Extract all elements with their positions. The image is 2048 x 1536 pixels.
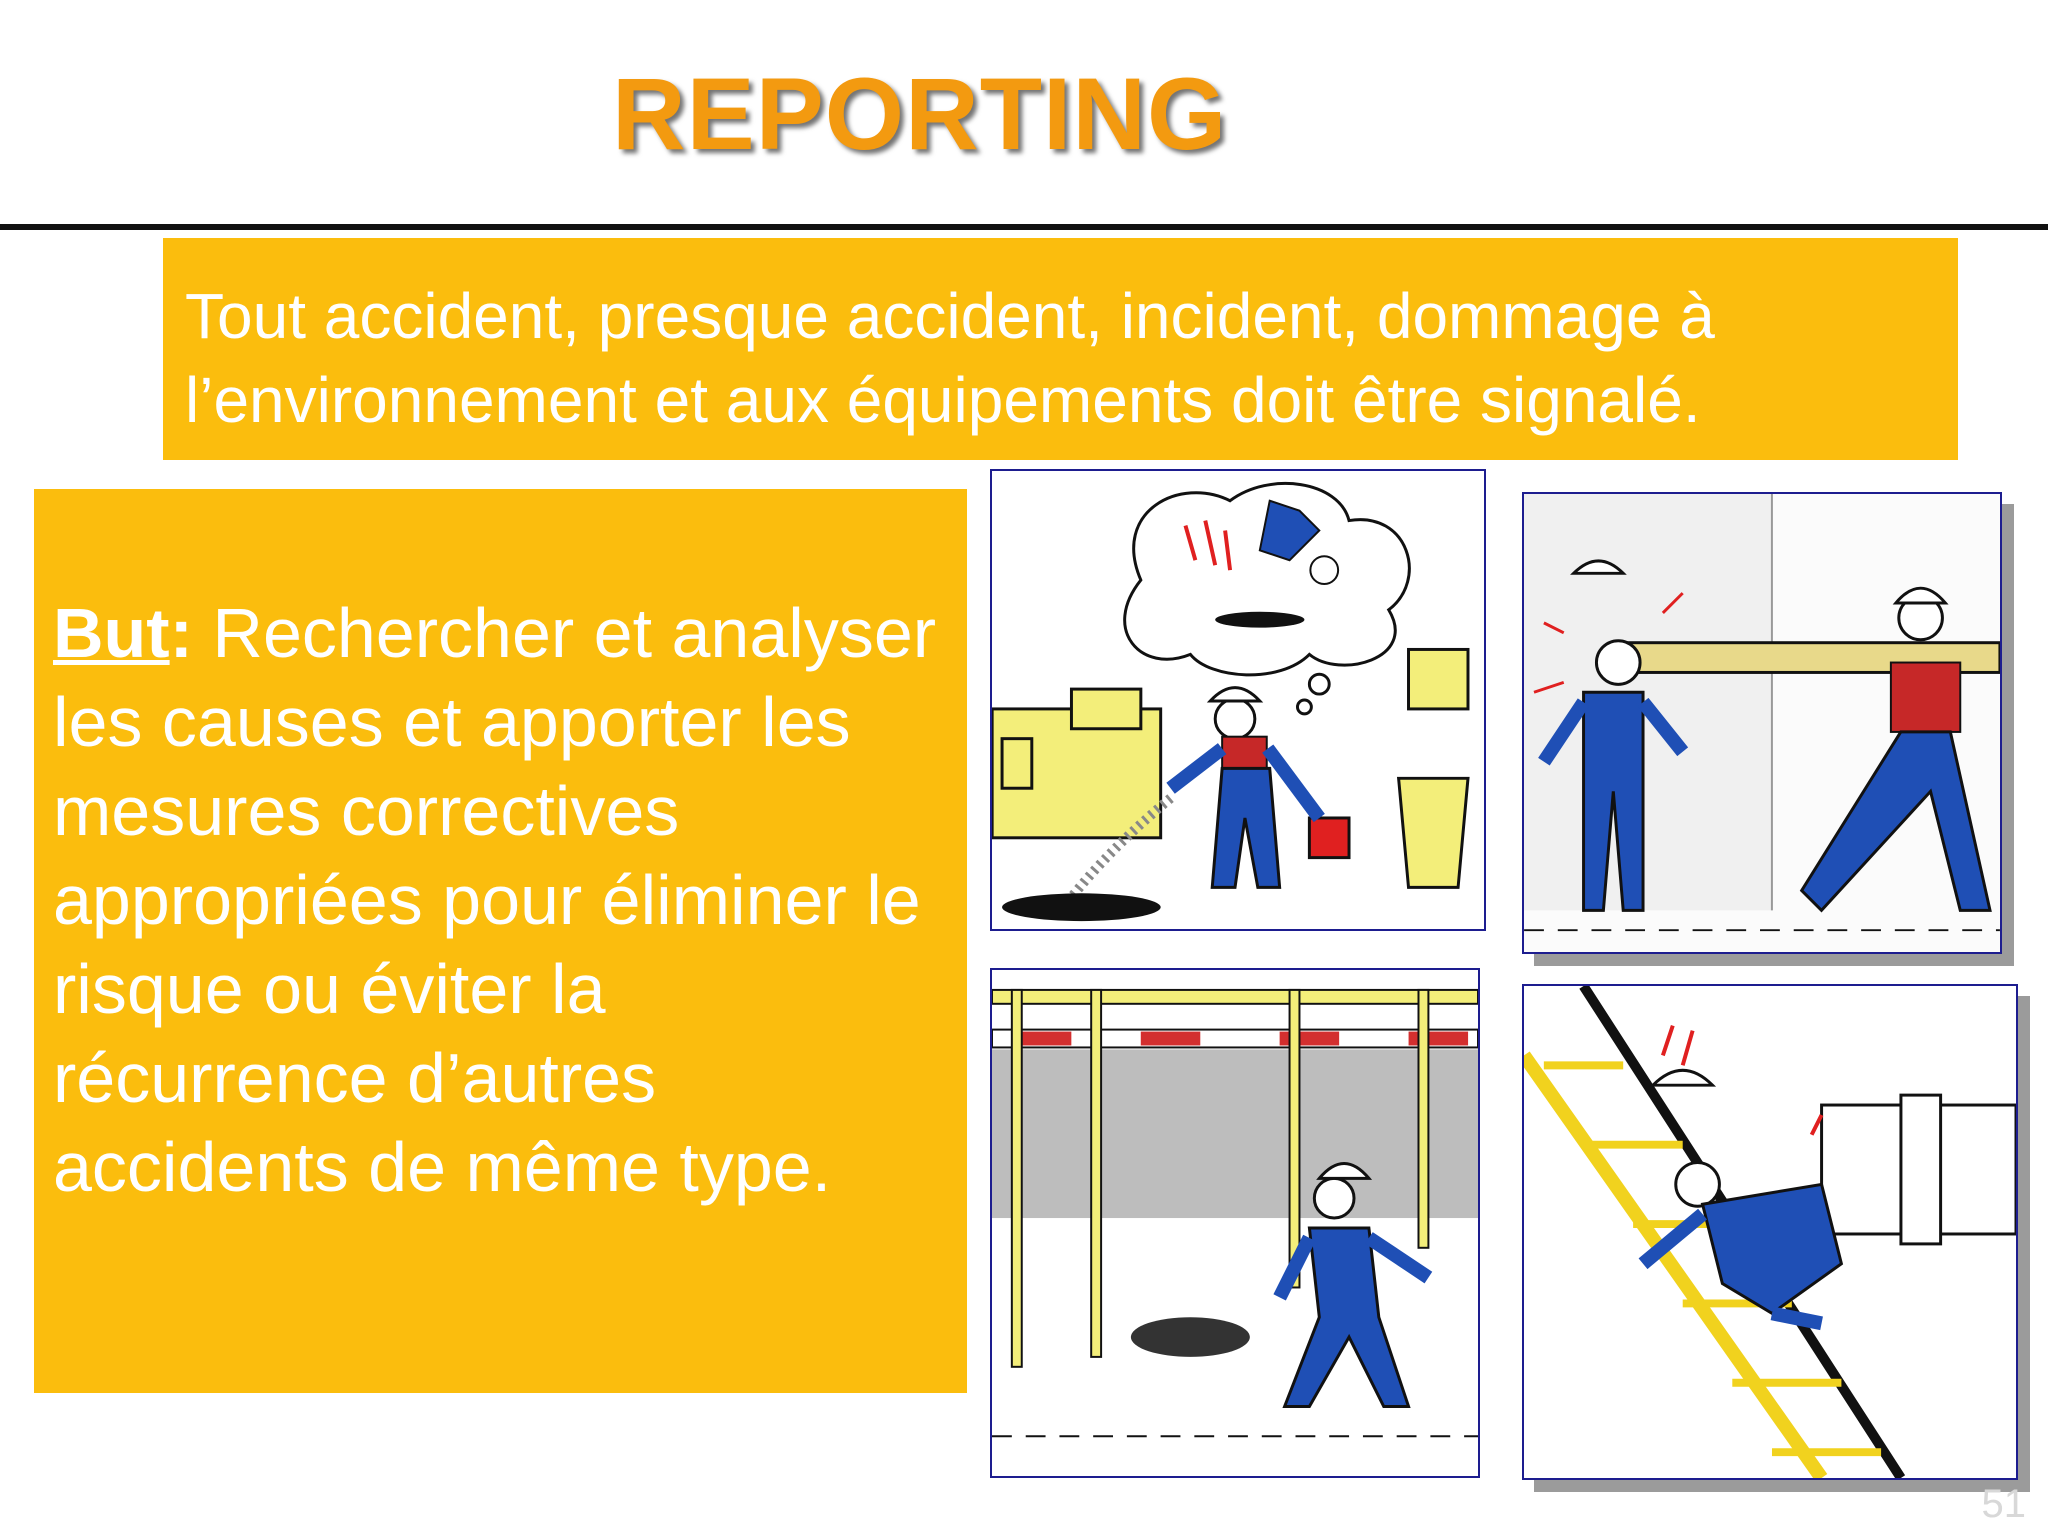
goal-paragraph — [53, 589, 947, 1212]
intro-box — [163, 238, 1958, 460]
illustration-slip-on-spill — [990, 469, 1486, 931]
intro-text: Tout accident, presque accident, incident, dommage à l’environnement et aux équipements doit être signalé. — [185, 280, 1715, 436]
illustration-falling-debris — [990, 968, 1480, 1478]
slide-title: REPORTING — [612, 57, 1228, 171]
goal-text: Rechercher et analyser les causes et apporter les mesures correctives appropriées pour éliminer le risque ou éviter la récurrence d’autres accidents de même type. — [53, 594, 937, 1206]
goal-separator: : — [169, 594, 193, 672]
fall-on-stairs-illustration-icon — [1524, 986, 2016, 1478]
illustration-fall-on-stairs — [1522, 984, 2018, 1480]
falling-debris-scaffold-illustration-icon — [992, 970, 1478, 1476]
illustration-plank-hits-head — [1522, 492, 2002, 954]
slip-on-spill-illustration-icon — [992, 471, 1484, 929]
goal-box — [34, 489, 967, 1393]
title-divider — [0, 224, 2048, 230]
plank-hits-head-illustration-icon — [1524, 494, 2000, 952]
goal-label: But — [53, 594, 170, 672]
page-number: 51 — [1981, 1482, 2026, 1526]
